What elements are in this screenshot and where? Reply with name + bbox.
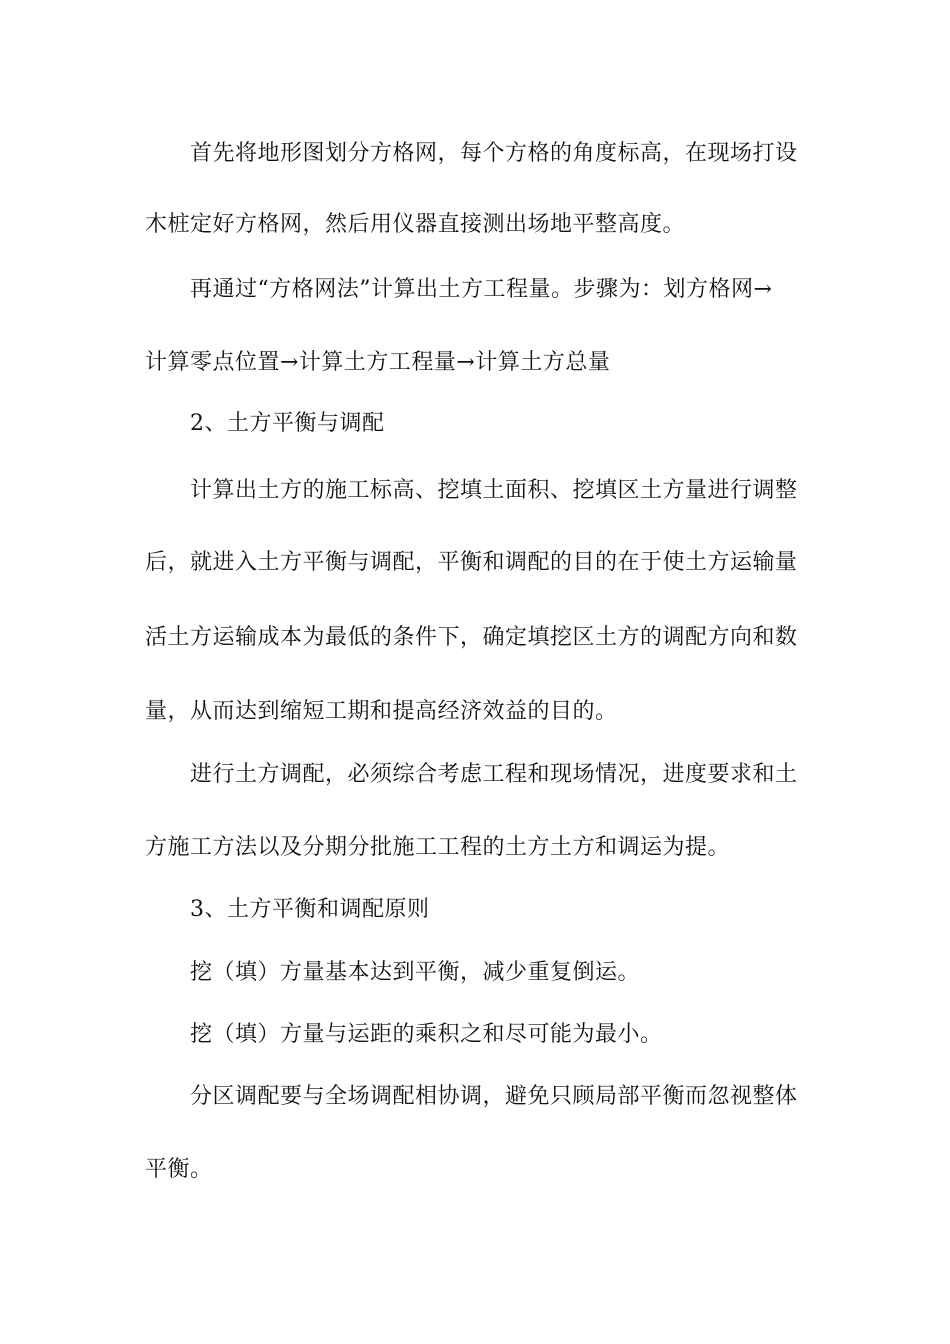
paragraph-line: 再通过“方格网法”计算出土方工程量。步骤为：划方格网→ [190,277,773,302]
paragraph-line: 平衡。 [145,1157,213,1182]
paragraph-line: 进行土方调配，必须综合考虑工程和现场情况，进度要求和土 [190,762,798,787]
paragraph-line: 木桩定好方格网，然后用仪器直接测出场地平整高度。 [145,212,686,237]
paragraph-line: 计算出土方的施工标高、挖填土面积、挖填区土方量进行调整 [190,478,798,503]
paragraph-line: 分区调配要与全场调配相协调，避免只顾局部平衡而忽视整体 [190,1084,798,1109]
section-heading: 2、土方平衡与调配 [190,411,385,436]
paragraph-line: 挖（填）方量与运距的乘积之和尽可能为最小。 [190,1022,663,1047]
paragraph-line: 后，就进入土方平衡与调配，平衡和调配的目的在于使土方运输量 [145,550,798,575]
paragraph-line: 首先将地形图划分方格网，每个方格的角度标高，在现场打设 [190,141,798,166]
paragraph-line: 量，从而达到缩短工期和提高经济效益的目的。 [145,699,618,724]
paragraph-line: 活土方运输成本为最低的条件下，确定填挖区土方的调配方向和数 [145,625,798,650]
paragraph-line: 方施工方法以及分期分批施工工程的土方土方和调运为提。 [145,835,731,860]
section-heading: 3、土方平衡和调配原则 [190,897,430,922]
paragraph-line: 计算零点位置→计算土方工程量→计算土方总量 [145,350,611,375]
paragraph-line: 挖（填）方量基本达到平衡，减少重复倒运。 [190,960,641,985]
